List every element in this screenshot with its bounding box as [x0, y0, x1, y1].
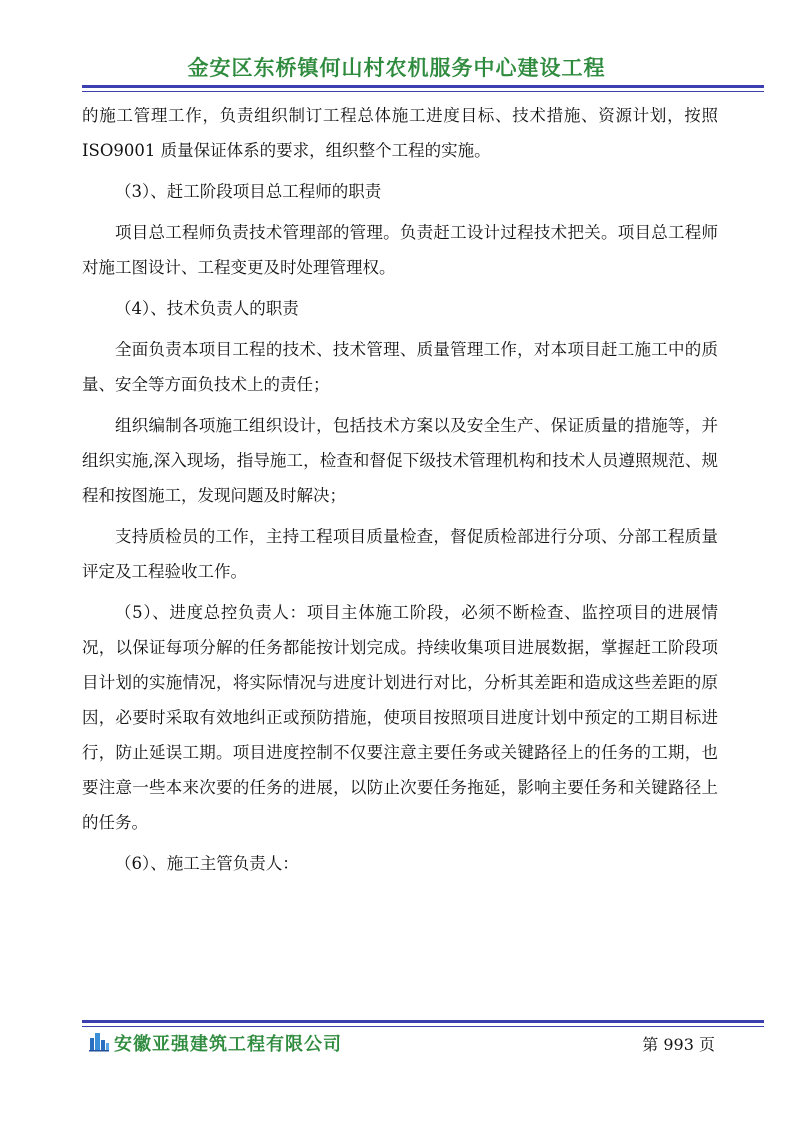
footer-company-name: 安徽亚强建筑工程有限公司 — [114, 1034, 342, 1055]
paragraph: 全面负责本项目工程的技术、技术管理、质量管理工作，对本项目赶工施工中的质量、安全等方面负技术上的责任； — [82, 340, 718, 394]
section-heading-3: （3）、赶工阶段项目总工程师的职责 — [115, 182, 382, 201]
header-rule-thin — [82, 91, 764, 92]
document-body — [82, 98, 718, 887]
section-paragraph-5: （5）、进度总控负责人：项目主体施工阶段，必须不断检查、监控项目的进展情况，以保证每项分解的任务都能按计划完成。持续收集项目进展数据，掌握赶工阶段项目计划的实施情况，将实际情况与进度计划进行对比，分析其差距和造成这些差距的原因，必要时采取有效地纠正或预防措施，使项目按照项目进度计划中预定的工期目标进行，防止延误工期。项目进度控制不仅要注意主要任务或关键路径上的任务的工期，也要注意一些本来次要的任务的进展，以防止次要任务拖延，影响主要任务和关键路径上的任务。 — [82, 603, 718, 832]
footer-rule-thick — [82, 1020, 764, 1023]
paragraph: 项目总工程师负责技术管理部的管理。负责赶工设计过程技术把关。项目总工程师对施工图设计、工程变更及时处理管理权。 — [82, 223, 718, 277]
paragraph: 支持质检员的工作，主持工程项目质量检查，督促质检部进行分项、分部工程质量评定及工程验收工作。 — [82, 527, 718, 581]
header-rule-thick — [82, 85, 764, 88]
building-logo-icon — [88, 1030, 110, 1052]
footer-page-number: 第 993 页 — [642, 1035, 715, 1054]
paragraph-continuation: 的施工管理工作，负责组织制订工程总体施工进度目标、技术措施、资源计划，按照 ISO9001 质量保证体系的要求，组织整个工程的实施。 — [82, 106, 718, 160]
paragraph: 组织编制各项施工组织设计，包括技术方案以及安全生产、保证质量的措施等，并组织实施,深入现场，指导施工，检查和督促下级技术管理机构和技术人员遵照规范、规程和按图施工，发现问题及时解决； — [82, 416, 718, 505]
section-heading-4: （4）、技术负责人的职责 — [115, 299, 299, 318]
document-header-title: 金安区东桥镇何山村农机服务中心建设工程 — [187, 55, 606, 80]
footer-rule-thin — [82, 1026, 764, 1027]
section-heading-6: （6）、施工主管负责人： — [115, 854, 299, 873]
